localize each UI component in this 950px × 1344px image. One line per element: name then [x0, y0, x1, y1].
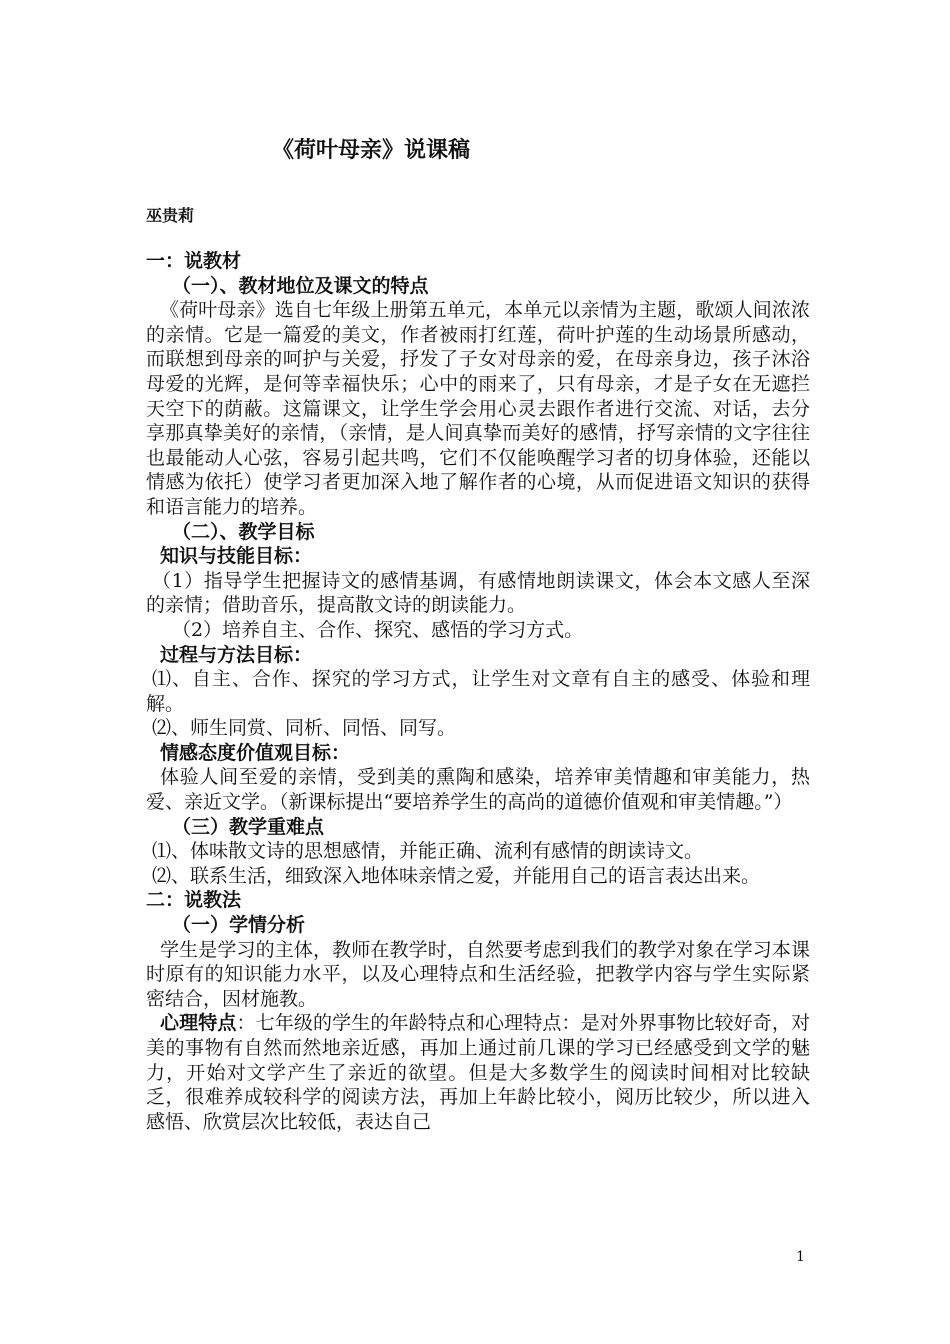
process-goal-1: ⑴、自主、合作、探究的学习方式，让学生对文章有自主的感受、体验和理解。 — [146, 668, 810, 715]
difficulty-1: ⑴、体味散文诗的思想感情，并能正确、流利有感情的朗读诗文。 — [152, 840, 704, 863]
section-heading-teaching-material: 一：说教材 — [146, 250, 242, 272]
emotion-goal-text: 体验人间至爱的亲情，受到美的熏陶和感染，培养审美情趣和审美能力，热爱、亲近文学。（新课标提出“要培养学生的高尚的道德价值观和审美情趣。”） — [146, 766, 810, 814]
subheading-material-position: （一）、教材地位及课文的特点 — [172, 274, 429, 297]
knowledge-goal-2: （2）培养自主、合作、探究、感悟的学习方式。 — [172, 618, 584, 641]
subheading-key-difficulties: （三）教学重难点 — [172, 815, 325, 838]
author-name: 巫贵莉 — [146, 206, 195, 225]
document-title: 《荷叶母亲》说课稿 — [272, 137, 471, 163]
subheading-student-analysis: （一）学情分析 — [172, 914, 306, 937]
process-goal-2: ⑵、师生同赏、同析、同悟、同写。 — [152, 717, 457, 740]
document-body — [146, 249, 810, 1134]
subheading-teaching-goals: （二）、教学目标 — [172, 520, 315, 543]
heading-emotion-goals: 情感态度价值观目标： — [160, 741, 351, 764]
difficulty-2: ⑵、联系生活，细致深入地体味亲情之爱，并能用自己的语言表达出来。 — [152, 864, 761, 887]
heading-knowledge-goals: 知识与技能目标： — [160, 545, 313, 568]
knowledge-goal-1: （1）指导学生把握诗文的感情基调，有感情地朗读课文，体会本文感人至深的亲情；借助音乐，提高散文诗的朗读能力。 — [146, 569, 810, 617]
page-number: 1 — [796, 1249, 805, 1265]
section-heading-teaching-method: 二：说教法 — [146, 889, 242, 912]
psychology-label: 心理特点 — [160, 1012, 237, 1035]
heading-process-goals: 过程与方法目标： — [160, 643, 313, 666]
psychology-text: ：七年级的学生的年龄特点和心理特点：是对外界事物比较好奇，对美的事物有自然而然地亲近感，再加上通过前几课的学习已经感受到文学的魅力，开始对文学产生了亲近的欲望。但是大多数学生的阅读时间相对比较缺乏，很难养成较科学的阅读方法，再加上年龄比较小，阅历比较少，所以进入感悟、欣赏层次比较低，表达自己 — [146, 1012, 810, 1133]
paragraph-student-analysis: 学生是学习的主体，教师在教学时，自然要考虑到我们的教学对象在学习本课时原有的知识能力水平，以及心理特点和生活经验，把教学内容与学生实际紧密结合，因材施教。 — [146, 938, 810, 1010]
paragraph-psychology — [146, 1011, 810, 1134]
paragraph-material-intro: 《荷叶母亲》选自七年级上册第五单元，本单元以亲情为主题，歌颂人间浓浓的亲情。它是一篇爱的美文，作者被雨打红莲，荷叶护莲的生动场景所感动，而联想到母亲的呵护与关爱，抒发了子女对母亲的爱，在母亲身边，孩子沐浴母爱的光辉，是何等幸福快乐；心中的雨来了，只有母亲，才是子女在无遮拦天空下的荫蔽。这篇课文，让学生学会用心灵去跟作者进行交流、对话，去分享那真挚美好的亲情，（亲情，是人间真挚而美好的感情，抒写亲情的文字往往也最能动人心弦，容易引起共鸣，它们不仅能唤醒学习者的切身体验，还能以情感为依托）使学习者更加深入地了解作者的心境，从而促进语文知识的获得和语言能力的培养。 — [146, 299, 810, 518]
